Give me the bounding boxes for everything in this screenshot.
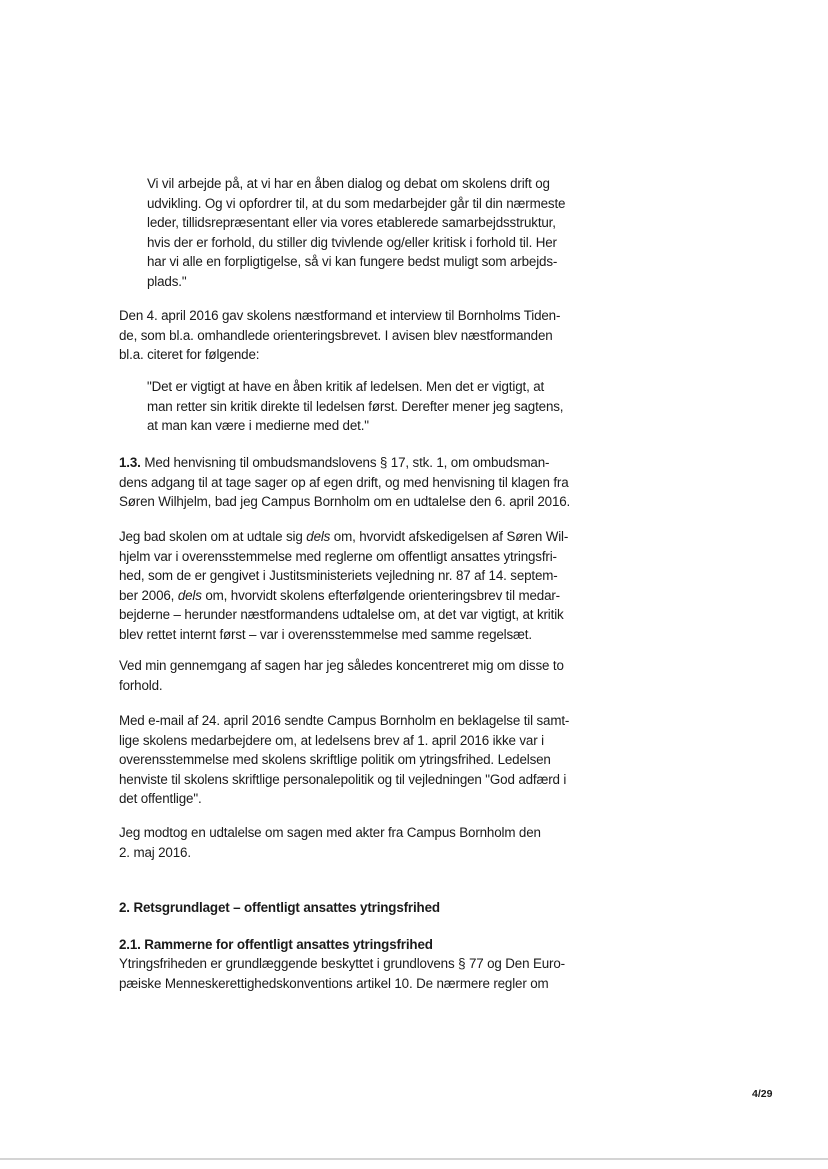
paragraph-received xyxy=(119,823,541,862)
quote-line: leder, tillidsrepræsentant eller via vores etablerede samarbejdsstruktur, xyxy=(147,215,556,231)
section-heading: 2. Retsgrundlaget – offentligt ansattes ytringsfrihed xyxy=(119,900,440,915)
paragraph-line: Ytringsfriheden er grundlæggende beskyttet i grundlovens § 77 og Den Euro- xyxy=(119,956,565,971)
paragraph-line xyxy=(119,453,570,473)
paragraph-line: bl.a. citeret for følgende: xyxy=(119,347,260,363)
paragraph-line: Den 4. april 2016 gav skolens næstformand et interview til Bornholms Tiden- xyxy=(119,308,561,323)
paragraph-text: Med henvisning til ombudsmandslovens § 17, stk. 1, om ombudsman- xyxy=(140,455,550,470)
paragraph-line: bejderne – herunder næstformandens udtalelse om, at det var vigtigt, at kritik xyxy=(119,607,564,623)
paragraph-line: forhold. xyxy=(119,677,163,693)
paragraph-interview xyxy=(119,306,560,365)
paragraph-line: Med e-mail af 24. april 2016 sendte Campus Bornholm en beklagelse til samt- xyxy=(119,713,570,728)
quote-line: man retter sin kritik direkte til ledelsen først. Derefter mener jeg sagtens, xyxy=(147,398,564,414)
paragraph-line: de, som bl.a. omhandlede orienteringsbrevet. I avisen blev næstformanden xyxy=(119,327,553,343)
quote-block-letter xyxy=(147,174,565,292)
paragraph-line xyxy=(119,586,568,606)
scan-edge-divider xyxy=(0,1158,828,1160)
paragraph-line xyxy=(119,527,568,547)
paragraph-line: Jeg modtog en udtalelse om sagen med akter fra Campus Bornholm den xyxy=(119,825,541,840)
paragraph-line: hjelm var i overensstemmelse med reglerne om offentligt ansattes ytringsfri- xyxy=(119,548,557,564)
emphasis-text: dels xyxy=(306,529,331,544)
paragraph-text: om, hvorvidt afskedigelsen af Søren Wil- xyxy=(330,529,569,544)
paragraph-line: dens adgang til at tage sager op af egen drift, og med henvisning til klagen fra xyxy=(119,474,569,490)
paragraph-line: Ved min gennemgang af sagen har jeg således koncentreret mig om disse to xyxy=(119,658,564,673)
paragraph-text: Jeg bad skolen om at udtale sig xyxy=(119,529,307,544)
paragraph-line: hed, som de er gengivet i Justitsministeriets vejledning nr. 87 af 14. septem- xyxy=(119,568,558,584)
paragraph-line: lige skolens medarbejdere om, at ledelsens brev af 1. april 2016 ikke var i xyxy=(119,732,544,748)
quote-line: har vi alle en forpligtigelse, så vi kan fungere bedst muligt som arbejds- xyxy=(147,254,558,270)
quote-line: at man kan være i medierne med det." xyxy=(147,418,369,434)
quote-block-newspaper xyxy=(147,377,563,436)
paragraph-request xyxy=(119,527,568,645)
paragraph-section-1-3 xyxy=(119,453,570,512)
paragraph-text: om, hvorvidt skolens efterfølgende orienteringsbrev til medar- xyxy=(201,587,560,603)
section-number: 1.3. xyxy=(119,455,141,470)
quote-line: "Det er vigtigt at have en åben kritik af ledelsen. Men det er vigtigt, at xyxy=(147,379,545,394)
paragraph-line: det offentlige". xyxy=(119,791,202,807)
paragraph-review xyxy=(119,656,564,695)
paragraph-line: 2. maj 2016. xyxy=(119,844,191,860)
paragraph-text: ber 2006, xyxy=(119,587,178,603)
emphasis-text: dels xyxy=(177,587,202,603)
quote-line: plads." xyxy=(147,273,187,289)
page-number: 4/29 xyxy=(752,1088,773,1100)
paragraph-email xyxy=(119,711,569,809)
paragraph-line: henviste til skolens skriftlige personalepolitik og til vejledningen "God adfærd i xyxy=(119,771,567,787)
subsection-heading: 2.1. Rammerne for offentligt ansattes ytringsfrihed xyxy=(119,937,433,952)
paragraph-line: blev rettet internt først – var i overensstemmelse med samme regelsæt. xyxy=(119,626,532,642)
paragraph-line: Søren Wilhjelm, bad jeg Campus Bornholm om en udtalelse den 6. april 2016. xyxy=(119,494,571,510)
paragraph-line: overensstemmelse med skolens skriftlige politik om ytringsfrihed. Ledelsen xyxy=(119,752,551,768)
quote-line: Vi vil arbejde på, at vi har en åben dialog og debat om skolens drift og xyxy=(147,176,550,191)
quote-line: udvikling. Og vi opfordrer til, at du som medarbejder går til din nærmeste xyxy=(147,195,566,211)
paragraph-legal-basis xyxy=(119,954,565,993)
quote-line: hvis der er forhold, du stiller dig tvivlende og/eller kritisk i forhold til. Her xyxy=(147,234,557,250)
paragraph-line: pæiske Menneskerettighedskonventions artikel 10. De nærmere regler om xyxy=(119,975,549,991)
